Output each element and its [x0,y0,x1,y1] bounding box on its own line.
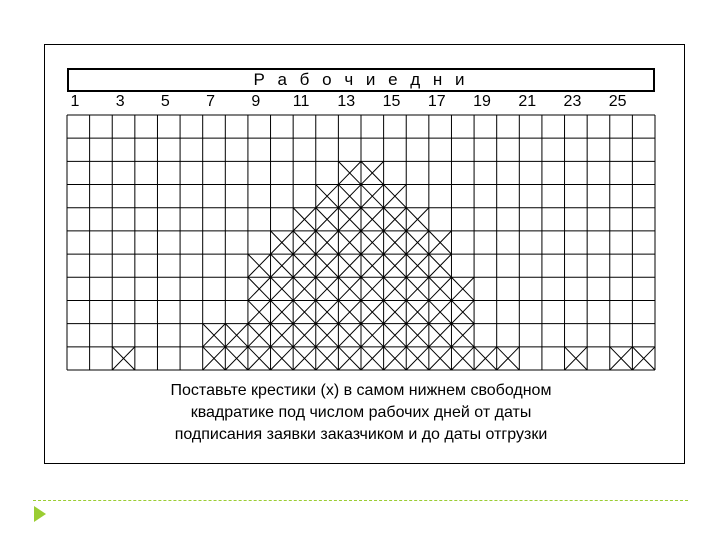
cross-mark [316,277,339,300]
tick-label: 23 [563,93,582,110]
cross-mark [429,254,452,277]
cross-mark [271,324,294,347]
cross-mark [316,231,339,254]
cross-mark [316,254,339,277]
tick-label: 1 [70,93,80,110]
cross-mark [361,208,384,231]
cross-mark [406,300,429,323]
caption-line-1: Поставьте крестики (х) в самом нижнем свободном [170,382,552,399]
cross-mark [248,324,271,347]
tick-label: 3 [115,93,125,110]
cross-mark [271,277,294,300]
cross-mark [451,324,474,347]
cross-mark [293,208,316,231]
cross-mark [338,208,361,231]
cross-mark [384,277,407,300]
cross-mark [361,185,384,208]
cross-mark [632,347,655,370]
cross-mark [338,347,361,370]
cross-mark [248,347,271,370]
cross-mark [406,324,429,347]
cross-mark [316,208,339,231]
cross-mark [225,324,248,347]
tick-label: 13 [337,93,356,110]
footer-divider [33,500,688,501]
cross-mark [293,277,316,300]
cross-mark [248,277,271,300]
cross-mark [361,277,384,300]
cross-mark [451,347,474,370]
cross-mark [293,347,316,370]
tick-label: 17 [427,93,446,110]
cross-mark [112,347,135,370]
cross-mark [271,254,294,277]
cross-mark [610,347,633,370]
cross-mark [429,277,452,300]
cross-mark [338,277,361,300]
cross-mark [338,231,361,254]
cross-mark [361,347,384,370]
cross-mark [406,254,429,277]
cross-mark [406,277,429,300]
cross-mark [565,347,588,370]
cross-mark [203,347,226,370]
cross-mark [293,254,316,277]
cross-mark [271,347,294,370]
cross-mark [316,185,339,208]
caption-line-2: квадратике под числом рабочих дней от даты [190,404,532,421]
cross-mark [429,324,452,347]
cross-mark [293,324,316,347]
cross-mark [203,324,226,347]
cross-mark [361,300,384,323]
cross-mark [384,324,407,347]
cross-mark [497,347,520,370]
cross-mark [451,277,474,300]
cross-mark [384,300,407,323]
cross-mark [384,254,407,277]
cross-mark [406,231,429,254]
cross-mark [451,300,474,323]
cross-mark [271,300,294,323]
cross-mark [406,208,429,231]
instruction-caption [67,380,655,446]
cross-mark [384,208,407,231]
cross-mark [429,347,452,370]
cross-mark [361,254,384,277]
cross-mark [384,347,407,370]
tick-label: 5 [160,93,170,110]
cross-mark [338,254,361,277]
cross-mark [316,300,339,323]
cross-mark [316,347,339,370]
tick-label: 11 [292,93,310,110]
tick-label: 15 [382,93,401,110]
cross-mark [429,300,452,323]
cross-mark [225,347,248,370]
cross-mark [474,347,497,370]
cross-mark [293,231,316,254]
cross-mark [338,324,361,347]
tick-label: 21 [518,93,537,110]
cross-mark [384,185,407,208]
tick-label: 9 [251,93,261,110]
cross-mark [316,324,339,347]
cross-mark [361,324,384,347]
cross-mark [361,231,384,254]
caption-line-3: подписания заявки заказчиком и до даты отгрузки [174,426,548,443]
cross-mark [338,300,361,323]
cross-mark [361,161,384,184]
cross-mark [248,254,271,277]
cross-mark [406,347,429,370]
cross-mark [338,161,361,184]
tick-label: 19 [473,93,491,110]
cross-mark [384,231,407,254]
cross-mark [248,300,271,323]
tick-label: 7 [206,93,216,110]
cross-mark [293,300,316,323]
tick-label: 25 [608,93,627,110]
triangle-bullet-icon [34,506,46,522]
diagram-title: Р а б о ч и е д н и [67,68,655,92]
cross-mark [338,185,361,208]
cross-mark [271,231,294,254]
cross-mark [429,231,452,254]
